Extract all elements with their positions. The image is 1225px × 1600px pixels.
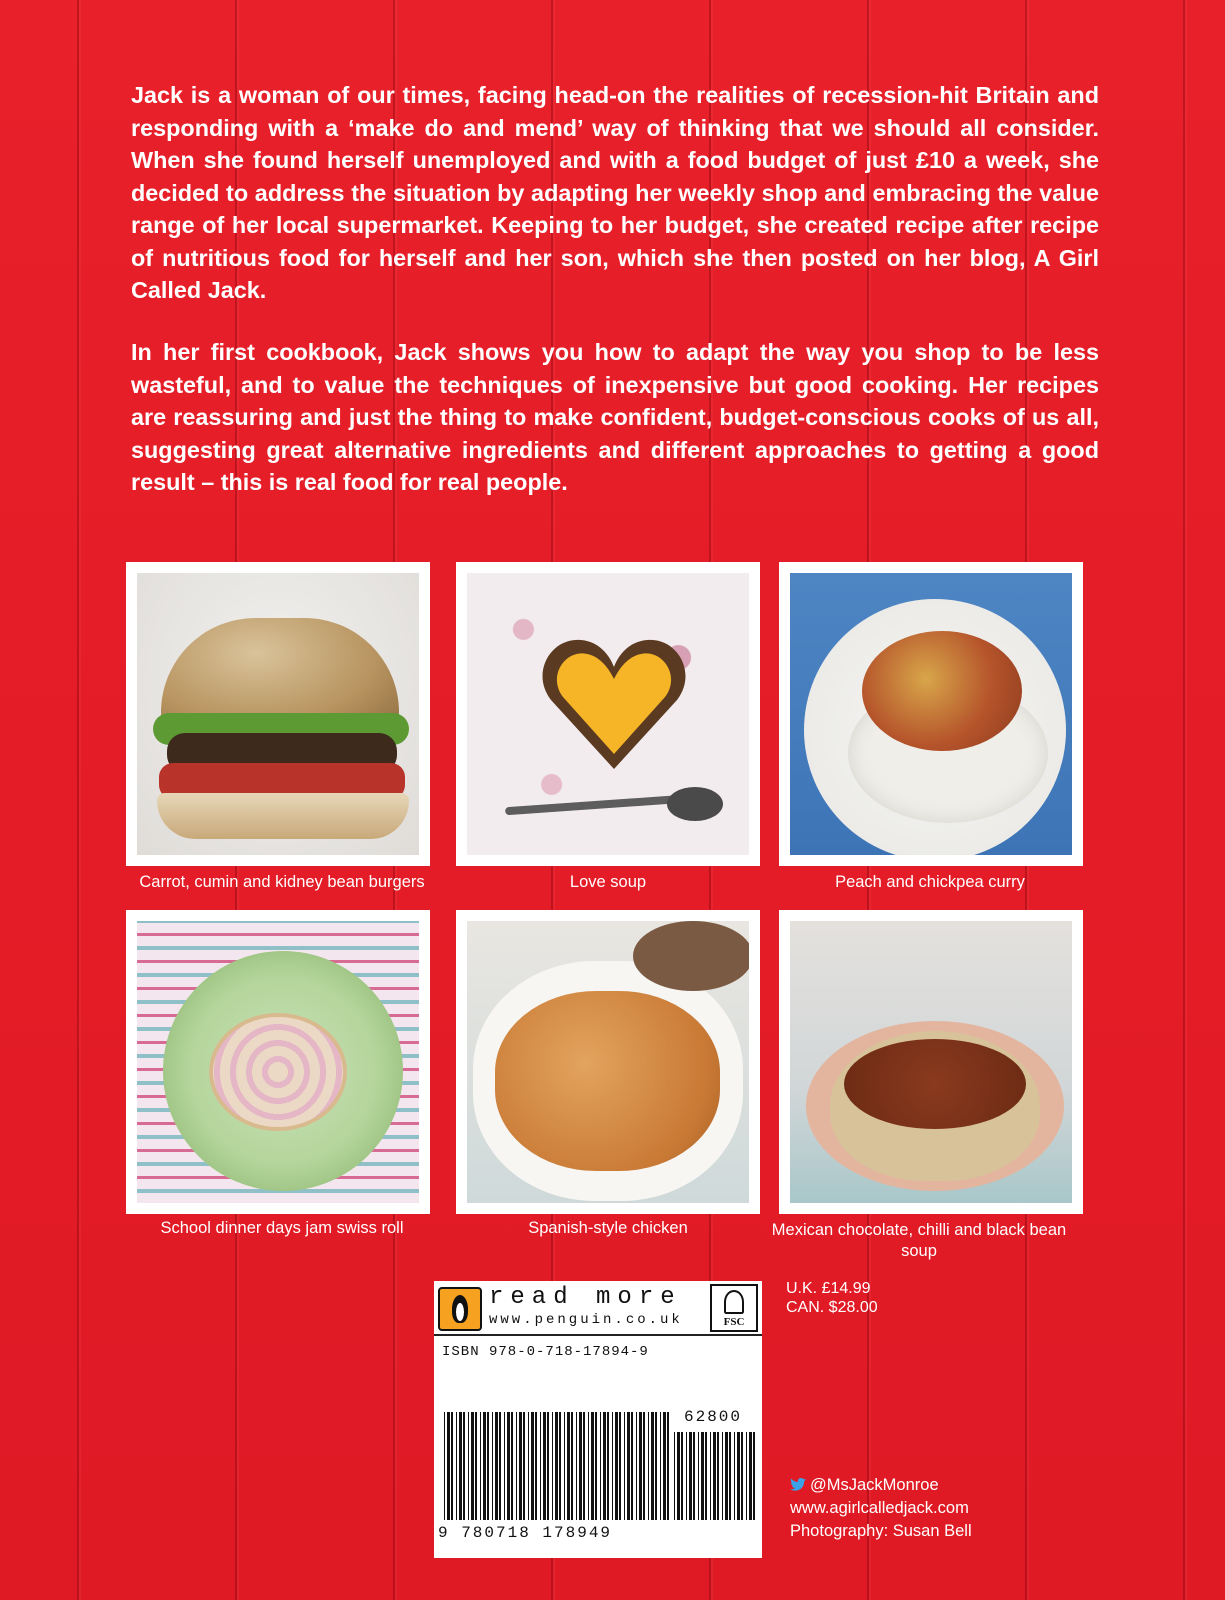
heart-bowl-icon — [539, 631, 689, 781]
barcode-bar — [655, 1412, 657, 1520]
website-link[interactable]: www.agirlcalledjack.com — [790, 1499, 969, 1517]
barcode-bar — [579, 1412, 582, 1520]
twitter-handle[interactable]: @MsJackMonroe — [810, 1476, 939, 1494]
barcode-bar — [547, 1412, 549, 1520]
caption-swiss-roll: School dinner days jam swiss roll — [160, 1219, 404, 1237]
barcode-bar — [468, 1412, 469, 1520]
read-more-tagline: read more — [489, 1284, 682, 1311]
isbn-number: ISBN 978-0-718-17894-9 — [442, 1344, 649, 1360]
photo-burgers — [126, 562, 430, 866]
barcode-bar — [591, 1412, 594, 1520]
barcode-bar — [456, 1412, 457, 1520]
barcode-bar — [555, 1412, 558, 1520]
barcode-bar — [639, 1412, 642, 1520]
barcode-bar — [698, 1432, 699, 1520]
caption-love-soup: Love soup — [569, 873, 647, 891]
caption-burgers: Carrot, cumin and kidney bean burgers — [139, 873, 425, 891]
barcode-bar — [516, 1412, 517, 1520]
barcode-bar — [705, 1432, 707, 1520]
barcode-addon-bars-icon — [674, 1432, 756, 1520]
barcode-bar — [660, 1412, 661, 1520]
barcode-bar — [531, 1412, 534, 1520]
penguin-logo-icon — [438, 1287, 482, 1331]
barcode-bar — [677, 1432, 680, 1520]
barcode-bar — [627, 1412, 630, 1520]
barcode-bar — [567, 1412, 570, 1520]
barcode-bar — [499, 1412, 501, 1520]
barcode-bar — [535, 1412, 537, 1520]
barcode — [434, 1406, 762, 1558]
barcode-bar — [607, 1412, 609, 1520]
blurb-paragraph-2: In her first cookbook, Jack shows you how to adapt the way you shop to be less wasteful, and to value the techniques of inexpensive but good cooking. Her recipes are reassuring and just the thing to make confident, budget-conscious cooks of us all, suggesting great alternative ingredients and different approaches to getting a good result – this is real food for real people. — [131, 339, 1099, 495]
publisher-row — [434, 1281, 762, 1336]
barcode-bar — [615, 1412, 618, 1520]
barcode-bar — [636, 1412, 637, 1520]
barcode-addon-number: 62800 — [684, 1408, 743, 1426]
caption-spanish-chicken: Spanish-style chicken — [528, 1219, 688, 1237]
barcode-bar — [631, 1412, 633, 1520]
caption-curry: Peach and chickpea curry — [835, 873, 1025, 891]
barcode-bar — [693, 1432, 695, 1520]
barcode-bar — [504, 1412, 505, 1520]
barcode-bar — [710, 1432, 711, 1520]
mexican-soup-image — [790, 921, 1072, 1203]
publisher-url: www.penguin.co.uk — [489, 1312, 683, 1328]
twitter-handle-row — [790, 1475, 939, 1495]
barcode-bar — [471, 1412, 474, 1520]
barcode-bar — [619, 1412, 621, 1520]
barcode-bar — [734, 1432, 735, 1520]
barcode-bar — [483, 1412, 486, 1520]
barcode-bar — [459, 1412, 462, 1520]
barcode-bar — [612, 1412, 613, 1520]
barcode-bar — [576, 1412, 577, 1520]
barcode-bar — [722, 1432, 723, 1520]
barcode-bar — [603, 1412, 606, 1520]
photo-curry — [779, 562, 1083, 866]
publisher-box — [434, 1281, 762, 1406]
caption-mexican-soup: Mexican chocolate, chilli and black bean soup — [771, 1221, 1067, 1260]
barcode-bar — [595, 1412, 597, 1520]
spanish-chicken-image — [467, 921, 749, 1203]
twitter-bird-icon — [790, 1478, 806, 1491]
barcode-bar — [523, 1412, 525, 1520]
barcode-bar — [519, 1412, 522, 1520]
barcode-bar — [475, 1412, 477, 1520]
barcode-bar — [686, 1432, 687, 1520]
barcode-bar — [487, 1412, 489, 1520]
barcode-number: 9 780718 178949 — [438, 1524, 613, 1542]
barcode-bar — [681, 1432, 683, 1520]
barcode-bar — [651, 1412, 654, 1520]
barcode-bar — [451, 1412, 453, 1520]
barcode-bar — [543, 1412, 546, 1520]
barcode-bar — [749, 1432, 752, 1520]
photo-love-soup — [456, 562, 760, 866]
barcode-bar — [540, 1412, 541, 1520]
barcode-bar — [583, 1412, 585, 1520]
love-soup-image — [467, 573, 749, 855]
photo-spanish-chicken — [456, 910, 760, 1214]
barcode-bar — [725, 1432, 728, 1520]
photo-swiss-roll — [126, 910, 430, 1214]
barcode-bar — [564, 1412, 565, 1520]
barcode-bar — [588, 1412, 589, 1520]
barcode-bar — [746, 1432, 747, 1520]
curry-image — [790, 573, 1072, 855]
barcode-bar — [463, 1412, 465, 1520]
barcode-bar — [701, 1432, 704, 1520]
photo-mexican-soup — [779, 910, 1083, 1214]
barcode-bar — [444, 1412, 445, 1520]
barcode-bar — [507, 1412, 510, 1520]
barcode-bar — [717, 1432, 719, 1520]
barcode-bar — [729, 1432, 731, 1520]
barcode-bar — [667, 1412, 669, 1520]
barcode-bar — [663, 1412, 666, 1520]
blurb-paragraph-1: Jack is a woman of our times, facing head-on the realities of recession-hit Britain and responding with a ‘make do and mend’ way of thinking that we should all consider. When she found herself unemployed and with a food budget of just £10 a week, she decided to address the situation by adapting her weekly shop and embracing the value range of her local supermarket. Keeping to her budget, she created recipe after recipe of nutritious food for herself and her son, which she then posted on her blog, A Girl Called Jack. — [131, 82, 1099, 303]
photography-credit: Photography: Susan Bell — [790, 1522, 972, 1540]
barcode-bar — [741, 1432, 743, 1520]
barcode-bar — [559, 1412, 561, 1520]
barcode-bar — [674, 1432, 675, 1520]
barcode-bar — [737, 1432, 740, 1520]
fsc-logo-icon — [710, 1284, 758, 1332]
barcode-bar — [447, 1412, 450, 1520]
barcode-bar — [689, 1432, 692, 1520]
fsc-label: FSC — [723, 1316, 745, 1328]
barcode-bar — [753, 1432, 755, 1520]
barcode-bar — [571, 1412, 573, 1520]
price-uk: U.K. £14.99 — [786, 1280, 871, 1297]
barcode-bar — [492, 1412, 493, 1520]
barcode-bar — [713, 1432, 716, 1520]
barcode-bar — [624, 1412, 625, 1520]
barcode-bar — [600, 1412, 601, 1520]
barcode-bars-icon — [444, 1412, 674, 1520]
barcode-bar — [495, 1412, 498, 1520]
barcode-bar — [528, 1412, 529, 1520]
barcode-bar — [552, 1412, 553, 1520]
barcode-bar — [648, 1412, 649, 1520]
burger-image — [137, 573, 419, 855]
price-block — [786, 1279, 878, 1317]
barcode-bar — [511, 1412, 513, 1520]
price-can: CAN. $28.00 — [786, 1299, 878, 1316]
swiss-roll-image — [137, 921, 419, 1203]
barcode-bar — [480, 1412, 481, 1520]
barcode-bar — [643, 1412, 645, 1520]
